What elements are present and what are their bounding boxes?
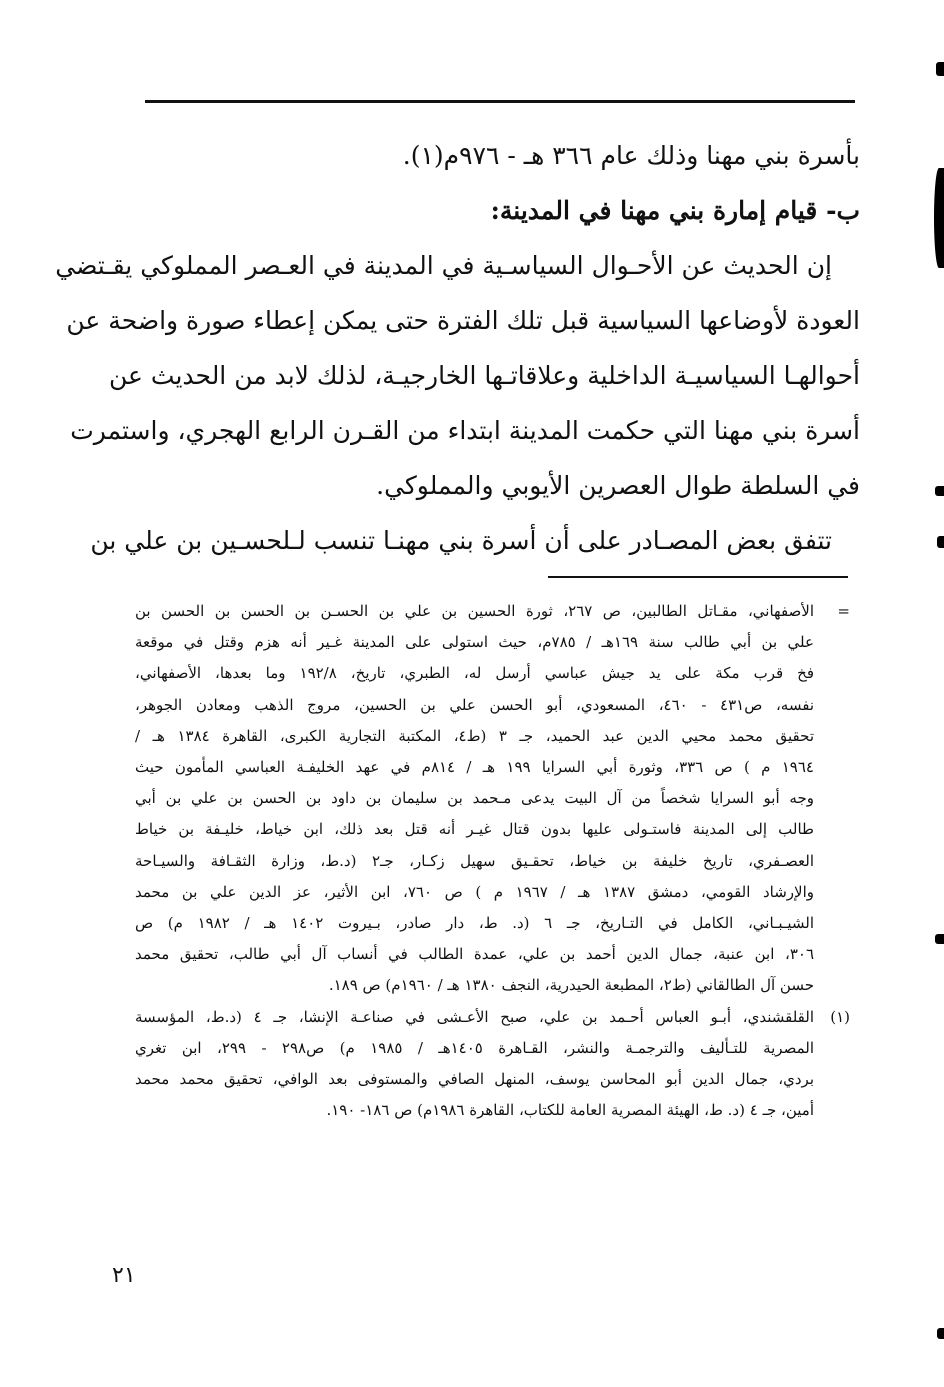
footnote-line: فخ قرب مكة على يد جيش عباسي أرسل له، الطبري، تاريخ، ١٩٢/٨ وما بعدها، الأصفهاني، (135, 664, 814, 683)
footnote-line: وجه أبو السرايا شخصاً من آل البيت يدعى مـحمد بن سليمان بن داود بن الحسن بن علي بن أبي (135, 789, 814, 808)
scan-mark (934, 168, 944, 268)
body-line-5: أحوالهـا السياسيـة الداخلية وعلاقاتـها الخارجيـة، لذلك لابد من الحديث عن (109, 361, 860, 390)
scan-mark (937, 536, 944, 548)
scan-mark (937, 1328, 944, 1339)
section-heading: ب- قيام إمارة بني مهنا في المدينة: (490, 196, 860, 225)
footnote-line: حسن آل الطالقاني (ط٢، المطبعة الحيدرية، النجف ١٣٨٠ هـ / ١٩٦٠م) ص ١٨٩. (328, 976, 814, 995)
footnote-line: القلقشندي، أبـو العباس أحـمد بن علي، صبح الأعـشى في صناعـة الإنشا، جـ ٤ (د.ط، المؤسسة (135, 1007, 814, 1026)
footnote-marker: = (837, 602, 850, 620)
scan-mark (936, 62, 944, 76)
page-number: ٢١ (112, 1263, 136, 1288)
footnote-line: أمين، جـ ٤ (د. ط، الهيئة المصرية العامة للكتاب، القاهرة ١٩٨٦م) ص ١٨٦- ١٩٠. (326, 1101, 814, 1120)
footnote-line: الشيـبـاني، الكامل في التـاريخ، جـ ٦ (د. ط، دار صادر، بـيروت ١٤٠٢ هـ / ١٩٨٢ م) ص (135, 914, 815, 933)
body-line-1: بأسرة بني مهنا وذلك عام ٣٦٦ هـ - ٩٧٦م(١). (402, 141, 860, 170)
main-body (55, 128, 860, 568)
body-line-7: في السلطة طوال العصرين الأيوبي والمملوكي. (376, 471, 860, 500)
scan-mark (935, 486, 944, 496)
footnote-line: ١٩٦٤ م ) ص ٣٣٦، وثورة أبي السرايا ١٩٩ هـ / ٨١٤م في عهد الخليفـة العباسي المأمون حيث (135, 758, 814, 777)
footnote-line: تحقيق محمد محيي الدين عبد الحميد، جـ ٣ (ط٤، المكتبة التجارية الكبرى، القاهرة ١٣٨٤ هـ / (135, 726, 814, 745)
footnote-line: نفسه، ص٤٣١ - ٤٦٠، المسعودي، أبو الحسن علي بن الحسين، مروج الذهب ومعادن الجوهر، (135, 695, 814, 714)
footnote-line: المصرية للتـأليف والترجمـة والنشر، القـاهرة ١٤٠٥هـ / ١٩٨٥ م) ص٢٩٨ - ٢٩٩، ابن تغري (135, 1038, 814, 1057)
footnote-marker: (١) (830, 1007, 850, 1026)
footnote-line: ٣٠٦، ابن عنبة، جمال الدين أحمد بن علي، عمدة الطالب في أنساب آل أبي طالب، تحقيق محمد (135, 945, 814, 964)
body-line-3: إن الحديث عن الأحـوال السياسـية في المدينة في العـصر المملوكي يقـتضي (55, 251, 832, 280)
header-rule (145, 100, 855, 103)
footnote-1 (135, 1002, 850, 1127)
body-line-4: العودة لأوضاعها السياسية قبل تلك الفترة حتى يمكن إعطاء صورة واضحة عن (66, 306, 860, 335)
footnote-line: العصـفري، تاريخ خليفة بن خياط، تحقـيق سهيل زكـار، جـ٢ (د.ط، وزارة الثقـافة والسيـاحة (135, 851, 815, 870)
footnote-line: والإرشاد القومي، دمشق ١٣٨٧ هـ / ١٩٦٧ م ) ص ٧٦٠، ابن الأثير، عز الدين علي بن محمد (135, 882, 814, 901)
footnote-line: الأصفهاني، مقـاتل الطالبين، ص ٢٦٧، ثورة الحسين بن علي بن الحسـن بن الحسن بن الحسن بن (135, 602, 815, 620)
footnote-line: علي بن أبي طالب سنة ١٦٩هـ / ٧٨٥م، حيث استولى على المدينة غـير أنه هزم وقتل في موقعة (135, 633, 814, 652)
scan-mark (935, 934, 944, 944)
footnote-line: بردي، جمال الدين أبو المحاسن يوسف، المنهل الصافي والمستوفى بعد الوافي، تحقيق محمد محمد (135, 1070, 814, 1089)
footnote-continued (135, 596, 850, 1002)
body-line-8: تتفق بعض المصـادر على أن أسرة بني مهنـا تنسب لـلحسـين بن علي بن (90, 526, 832, 555)
footnotes (135, 596, 850, 1126)
footnote-line: طالب إلى المدينة فاستـولى عليها بدون قتال غيـر أنه قتل بعد ذلك، ابن خياط، خليـفة بن خياط (135, 820, 814, 839)
body-line-6: أسرة بني مهنا التي حكمت المدينة ابتداء من القـرن الرابع الهجري، واستمرت (70, 416, 860, 445)
footnote-separator (548, 576, 848, 578)
